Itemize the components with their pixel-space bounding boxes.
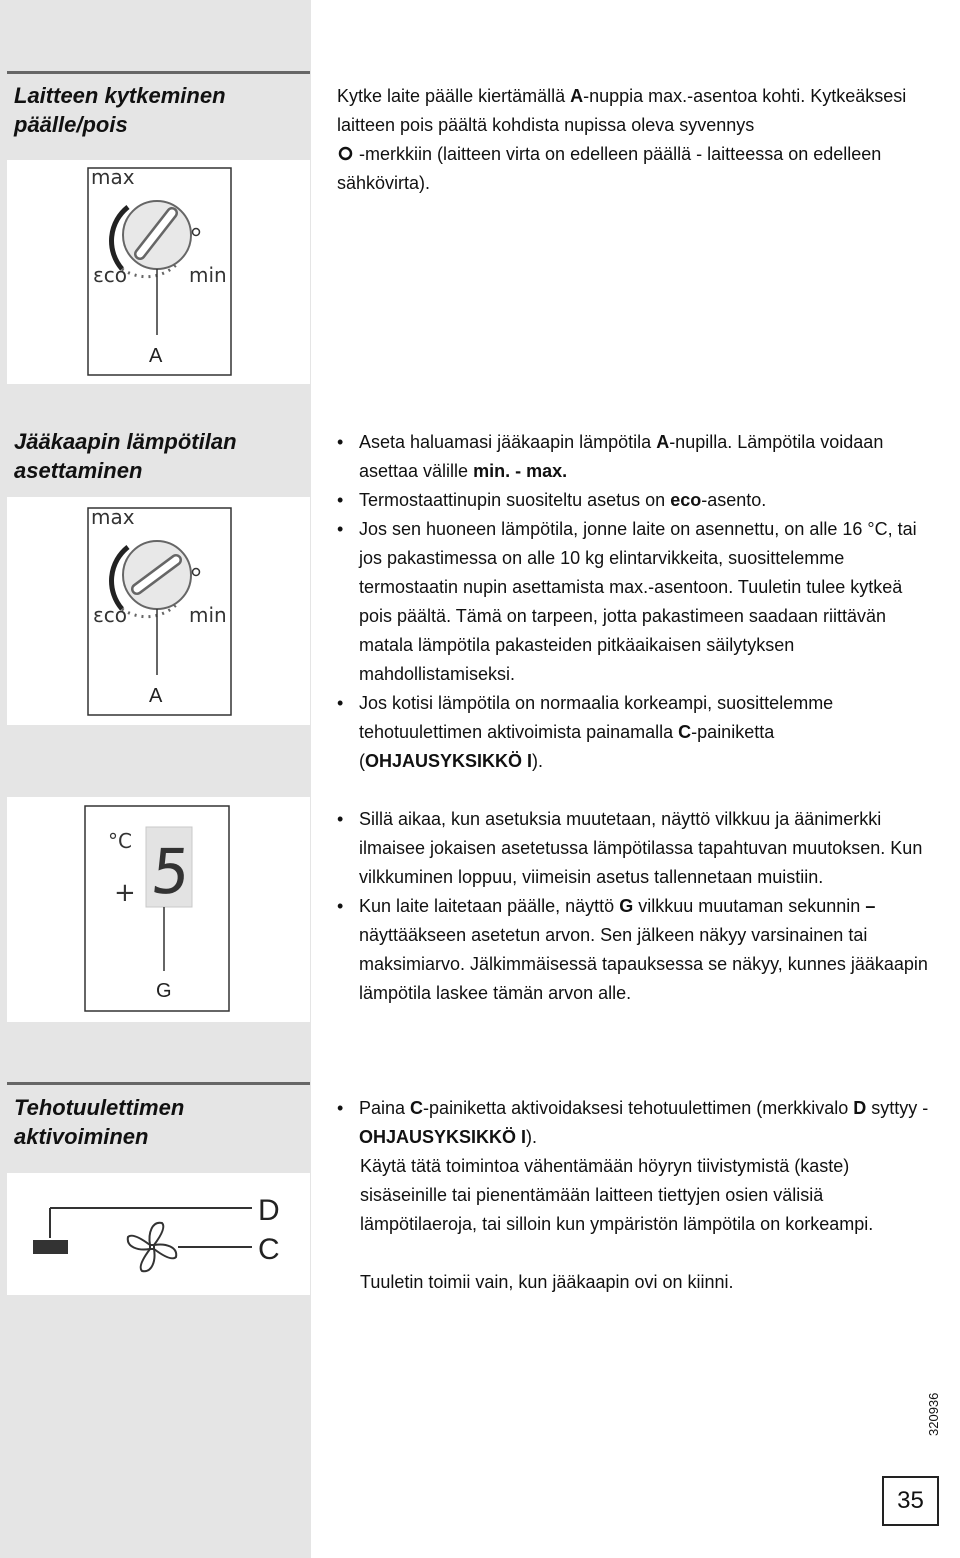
- section-heading: [14, 427, 304, 485]
- display-callout-label: G: [156, 980, 172, 1002]
- max-label: max: [91, 505, 135, 529]
- min-label: min: [189, 263, 227, 287]
- max-label: max: [91, 165, 135, 189]
- page-number: 35: [882, 1476, 939, 1526]
- section-text: Tuuletin toimii vain, kun jääkaapin ovi on kiinni.: [360, 1272, 734, 1292]
- heading-line: Tehotuulettimen: [14, 1095, 185, 1120]
- thermostat-knob-figure: [82, 505, 234, 717]
- instruction-list: [337, 1094, 937, 1152]
- section-text: Käytä tätä toimintoa vähentämään höyryn tiivistymistä (kaste) sisäseinille tai pienentämään laitteen tiettyjen osien välisiä lämpötilaeroja, tai silloin kun ympäristön lämpötila on korkeampi.: [360, 1156, 874, 1234]
- fan-control-figure: [20, 1188, 300, 1284]
- off-mark-icon: [337, 145, 354, 162]
- eco-label: ɛco: [93, 263, 128, 287]
- list-item: • Jos sen huoneen lämpötila, jonne laite on asennettu, on alle 16 °C, tai jos pakastimessa on alle 10 kg elintarvikkeita, suosittelemme termostaatin nupin asettamista max.-asentoon. Tuuletin tulee kytkeä pois päältä. Tämä on tarpeen, jotta pakastimeen saadaan riittävän matala lämpötila pakasteiden pitkäaikaisen säilytyksen mahdollistamiseksi.: [337, 515, 937, 689]
- fan-icon: [128, 1223, 176, 1271]
- display-figure: [82, 803, 234, 1015]
- section-heading: [14, 1093, 304, 1151]
- knob-callout-label: A: [149, 345, 163, 367]
- heading-line: aktivoiminen: [14, 1124, 149, 1149]
- list-item: • Sillä aikaa, kun asetuksia muutetaan, näyttö vilkkuu ja äänimerkki ilmaisee jokaisen asetetussa lämpötilassa tapahtuvan muutoksen. Kun vilkkuminen loppuu, viimeisin asetus tallennetaan muistiin.: [337, 805, 937, 892]
- button-callout-label: C: [258, 1233, 280, 1266]
- heading-line: päälle/pois: [14, 112, 128, 137]
- section-text: Kytke laite päälle kiertämällä A-nuppia max.-asentoa kohti. Kytkeäksesi laitteen pois päältä kohdista nupissa oleva syvennys -merkkiin (laitteen virta on edelleen päällä - laitteessa on edelleen sähkövirta).: [337, 86, 907, 193]
- knob-callout-label: A: [149, 685, 163, 707]
- list-item: • Jos kotisi lämpötila on normaalia korkeampi, suosittelemme tehotuulettimen aktivoimista painamalla C-painiketta (OHJAUSYKSIKKÖ I).: [337, 689, 937, 776]
- heading-line: Laitteen kytkeminen: [14, 83, 226, 108]
- led-indicator: [33, 1240, 68, 1254]
- section-rule: [7, 1082, 310, 1085]
- plus-label: +: [114, 878, 136, 908]
- instruction-list: [337, 428, 937, 776]
- heading-line: Jääkaapin lämpötilan: [14, 429, 237, 454]
- display-digit: 5: [148, 835, 194, 908]
- celsius-label: °C: [108, 829, 132, 853]
- led-callout-label: D: [258, 1194, 280, 1227]
- min-label: min: [189, 603, 227, 627]
- heading-line: asettaminen: [14, 458, 143, 483]
- thermostat-knob-figure: [82, 165, 234, 377]
- list-item: • Kun laite laitetaan päälle, näyttö G vilkkuu muutaman sekunnin – näyttääkseen asetetun arvon. Sen jälkeen näkyy varsinainen tai maksimiarvo. Jälkimmäisessä tapauksessa se näkyy, kunnes jääkaapin lämpötila laskee tämän arvon alle.: [337, 892, 937, 1008]
- eco-label: ɛco: [93, 603, 128, 627]
- section-rule: [7, 71, 310, 74]
- section-heading: [14, 81, 304, 139]
- list-item: • Aseta haluamasi jääkaapin lämpötila A-nupilla. Lämpötila voidaan asettaa välille min. - max.: [337, 428, 937, 486]
- list-item: • Termostaattinupin suositeltu asetus on eco-asento.: [337, 486, 937, 515]
- instruction-list: [337, 805, 937, 1008]
- document-id: 320936: [926, 1392, 941, 1436]
- list-item: • Paina C-painiketta aktivoidaksesi tehotuulettimen (merkkivalo D syttyy - OHJAUSYKSIKKÖ I).: [337, 1094, 937, 1152]
